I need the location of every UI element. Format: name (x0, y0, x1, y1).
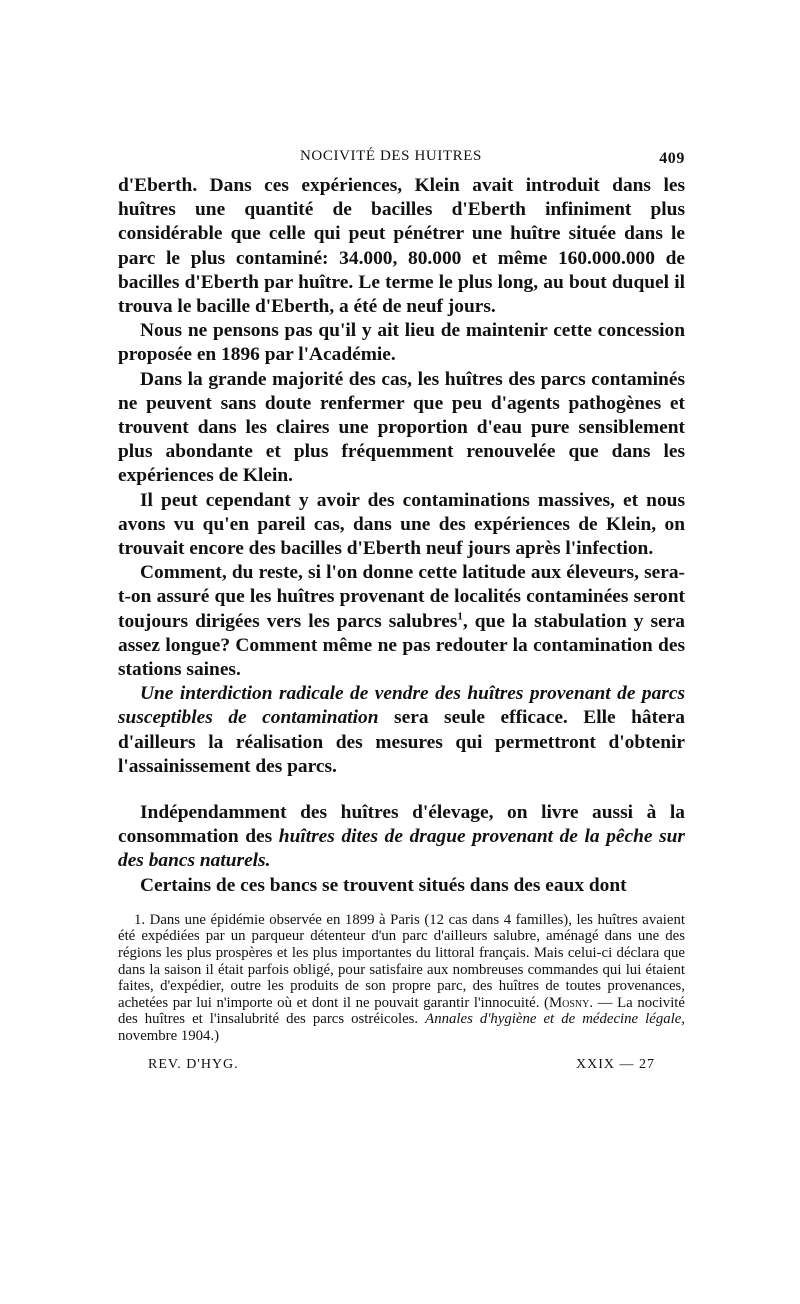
paragraph-7-start: Indépendamment des huîtres d'élevage, on livre aussi à la consommation des (118, 802, 685, 848)
footnote-1-journal: Annales d'hygiène et de médecine légale (425, 1011, 682, 1028)
paragraph-7-emphasis: huîtres dites de drague provenant de la pêche sur des bancs naturels. (118, 826, 685, 872)
body-text (118, 174, 685, 898)
paragraph-8: Certains de ces bancs se trouvent situés dans des eaux dont (140, 874, 627, 896)
paragraph-2: Nous ne pensons pas qu'il y ait lieu de maintenir cette concession proposée en 1896 par l'Académie. (118, 320, 685, 366)
paragraph-6 (118, 682, 685, 779)
running-title: NOCIVITÉ DES HUITRES (300, 148, 482, 164)
running-header (118, 140, 685, 174)
paragraph-7 (118, 801, 685, 874)
footnote-1-title: . — La nocivité des huîtres et l'insalubrité des parcs ostréicoles. (118, 994, 685, 1028)
footnote-1-text: 1. Dans une épidémie observée en 1899 à Paris (12 cas dans 4 familles), les huîtres avaient été expédiées par un parqueur détenteur d'un parc d'ailleurs salubre, aménagé dans une des régions les plus prospères et les plus importantes du littoral français. Mais celui-ci déclara que dans la saison il était parfois obligé, pour satisfaire aux nombreuses commandes qui lui étaient faites, d'expédier, outre les produits de son propre parc, des huîtres de toutes provenances, achetées par lui n'importe où et dont il ne pouvait garantir l'innocuité. ( (118, 911, 685, 1011)
footnote-1 (118, 912, 685, 1045)
footnote-1-date: , novembre 1904.) (118, 1011, 685, 1045)
page-number: 409 (659, 150, 685, 167)
signature-line (118, 1053, 685, 1079)
footnote-separator (118, 898, 685, 912)
paragraph-4: Il peut cependant y avoir des contaminations massives, et nous avons vu qu'en pareil cas, dans une des expériences de Klein, on trouvait encore des bacilles d'Eberth neuf jours après l'infection. (118, 489, 685, 560)
signature-volume: XXIX — 27 (576, 1056, 655, 1072)
paragraph-6-emphasis: Une interdiction radicale de vendre des huîtres provenant de parcs susceptibles de contamination (118, 683, 685, 729)
footnote-1-author: Mosny (548, 994, 590, 1011)
footnote-ref: 1 (457, 610, 463, 623)
paragraph-5-start: Comment, du reste, si l'on donne cette latitude aux éleveurs, sera-t-on assuré que les huîtres provenant de localités contaminées seront toujours dirigées vers les parcs salubres (118, 562, 685, 632)
signature-journal: REV. D'HYG. (148, 1056, 239, 1072)
paragraph-5-end: , que la stabulation y sera assez longue? Comment même ne pas redouter la contamination des stations saines. (118, 610, 686, 681)
paragraph-5 (118, 561, 685, 682)
paragraph-3: Dans la grande majorité des cas, les huîtres des parcs contaminés ne peuvent sans doute renfermer que peu d'agents pathogènes et trouvent dans les claires une proportion d'eau pure sensiblement plus abondante et plus fréquemment renouvelée que dans les expériences de Klein. (118, 368, 685, 487)
footnotes (118, 912, 685, 1045)
page (118, 140, 685, 1079)
paragraph-6-rest: sera seule efficace. Elle hâtera d'ailleurs la réalisation des mesures qui permettront d'obtenir l'assainissement des parcs. (118, 707, 685, 777)
paragraph-1: d'Eberth. Dans ces expériences, Klein avait introduit dans les huîtres une quantité de bacilles d'Eberth infiniment plus considérable que celle qui peut pénétrer une huître située dans le parc le plus contaminé: 34.000, 80.000 et même 160.000.000 de bacilles d'Eberth par huître. Le terme le plus long, au bout duquel il trouva le bacille d'Eberth, a été de neuf jours. (118, 175, 685, 318)
